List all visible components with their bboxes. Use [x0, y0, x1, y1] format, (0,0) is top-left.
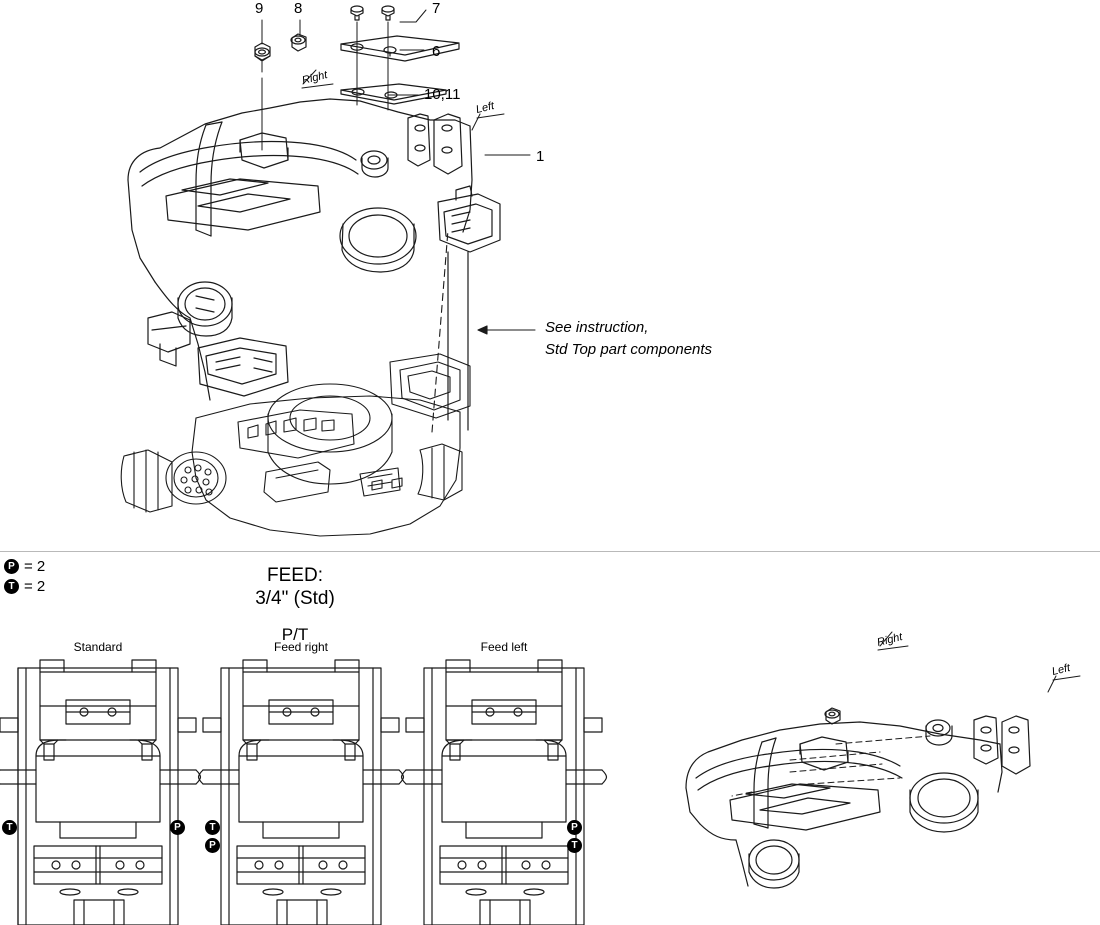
port-marker-feedright-left-p: P — [205, 838, 220, 853]
callout-6: 6 — [432, 43, 441, 60]
callout-1: 1 — [536, 148, 545, 165]
port-marker-standard-left-t: T — [2, 820, 17, 835]
bottom-right-frame-view — [686, 632, 1080, 888]
callout-10-11: 10,11 — [424, 86, 461, 103]
port-legend — [4, 556, 45, 596]
feed-value: 3/4" (Std) — [255, 588, 335, 609]
instruction-note-line2: Std Top part components — [545, 341, 713, 358]
p-port-count: = 2 — [24, 557, 46, 575]
port-marker-feedleft-right-t: T — [567, 838, 582, 853]
port-legend-row-t — [4, 576, 45, 596]
port-marker-feedleft-right-p: P — [567, 820, 582, 835]
feed-title: FEED: — [267, 565, 323, 586]
side-label-right-bottom: Right — [875, 631, 904, 649]
variant-label-standard: Standard — [73, 640, 123, 654]
variant-label-feed-left: Feed left — [480, 640, 528, 654]
callout-9: 9 — [255, 0, 264, 17]
variant-feed-right-drawing — [199, 660, 404, 925]
p-port-symbol: P — [4, 559, 19, 574]
port-marker-standard-right-p: P — [170, 820, 185, 835]
variant-feed-left-drawing — [402, 660, 607, 925]
instruction-note-line1: See instruction, — [545, 319, 649, 336]
pt-label: P/T — [281, 625, 309, 644]
side-label-right-top: Right — [300, 69, 329, 87]
t-port-symbol: T — [4, 579, 19, 594]
callout-8: 8 — [294, 0, 303, 17]
t-port-count: = 2 — [24, 577, 46, 595]
side-label-left-top: Left — [474, 99, 496, 117]
callout-7: 7 — [432, 0, 441, 17]
variant-standard-drawing — [0, 660, 201, 925]
side-label-left-bottom: Left — [1050, 661, 1072, 679]
variant-label-feed-right: Feed right — [273, 640, 329, 654]
port-marker-feedright-left-t: T — [205, 820, 220, 835]
port-legend-row-p — [4, 556, 45, 576]
